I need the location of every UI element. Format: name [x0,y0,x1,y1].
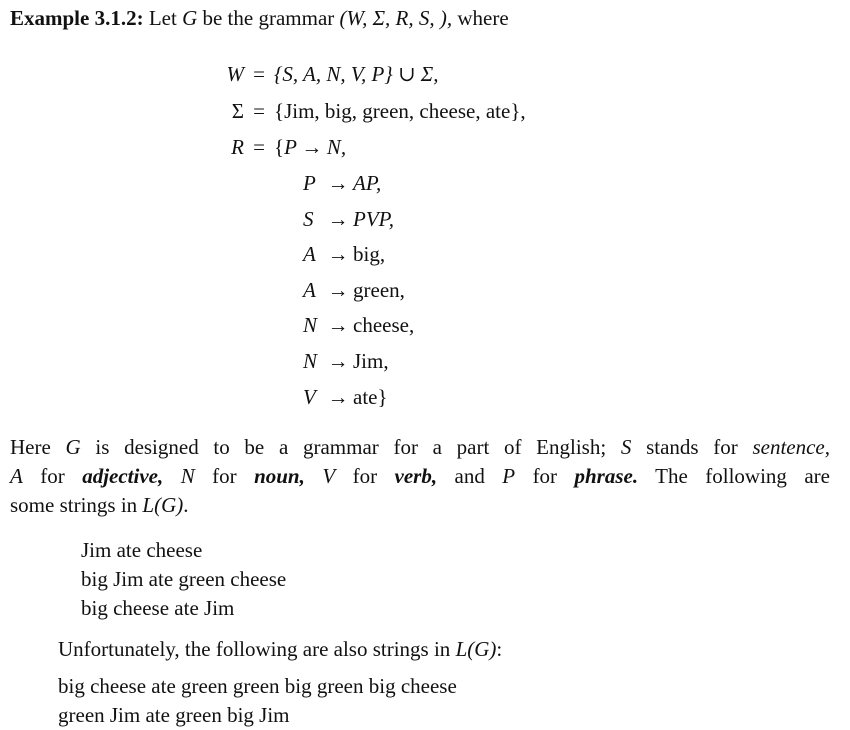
text-span: The following are [638,464,830,488]
rule-lhs: V [303,385,316,409]
paragraph-line [10,491,830,520]
definition-r [192,137,346,158]
symbol-a: A [10,464,23,488]
text-span: is designed to be a grammar for a part of English; [80,435,621,459]
arrow-icon: → [327,242,349,266]
intro-text-mid: be the grammar [197,6,340,30]
text-span: stands for [631,435,753,459]
rule-lhs: N [303,313,318,337]
term-phrase: phrase. [574,464,639,488]
arrow-icon: → [327,207,349,231]
text-span: Unfortunately, the following are also strings in [58,637,456,661]
text-span: . [183,493,189,517]
rule-row [303,173,381,194]
rule-rhs: ate} [353,385,388,409]
rule-rhs: N, [326,135,347,159]
rule-row [303,387,388,408]
rule-rhs: green, [353,278,405,302]
term-adjective: adjective, [82,464,164,488]
rule-rhs: cheese, [353,313,415,337]
rule-row [303,351,389,372]
equals-sign: = [253,99,265,123]
rule-lhs: A [303,278,316,302]
rule-rhs: big, [353,242,386,266]
definition-rhs: {Jim, big, green, cheese, ate}, [274,99,526,123]
term-verb: verb, [394,464,438,488]
text-span: some strings in [10,493,143,517]
paragraph-line [10,462,830,491]
arrow-icon: → [301,135,323,159]
definition-w [192,64,439,85]
unfortunately-sentence [58,639,502,660]
grammar-symbol: G [182,6,198,30]
rule-lhs: P [284,135,297,159]
definition-lhs: Σ [231,99,244,123]
unwanted-string: green Jim ate green big Jim [58,703,290,727]
rule-rhs: AP, [353,171,382,195]
rule-rhs: Jim, [353,349,389,373]
rule-lhs: A [303,242,316,266]
equals-sign: = [253,62,265,86]
language-symbol: L(G) [455,637,497,661]
text-span: for [515,464,575,488]
definition-lhs: W [226,62,244,86]
rule-row [303,315,414,336]
rule-row [303,280,405,301]
definition-rhs: {S, A, N, V, P} ∪ Σ, [274,62,439,86]
rule-lhs: N [303,349,318,373]
text-span: for [194,464,255,488]
arrow-icon: → [327,278,349,302]
symbol-p: P [502,464,516,488]
unwanted-string: big cheese ate green green big green big cheese [58,674,457,698]
symbol-n: N [163,464,195,488]
equals-sign: = [253,135,265,159]
definition-lhs: R [231,135,244,159]
explanation-paragraph [10,433,830,520]
example-string: big Jim ate green cheese [81,567,287,591]
example-string: big cheese ate Jim [81,596,235,620]
symbol-s: S [620,435,632,459]
text-span: : [496,637,503,661]
rule-row [303,209,394,230]
rule-lhs: S [303,207,314,231]
arrow-icon: → [327,385,349,409]
intro-text-end: where [452,6,509,30]
example-string: Jim ate cheese [81,538,203,562]
text-span: Here [10,435,66,459]
term-noun: noun, [254,464,305,488]
grammar-tuple: (W, Σ, R, S, ), [339,6,453,30]
symbol-v: V [304,464,336,488]
text-span: for [335,464,395,488]
arrow-icon: → [327,313,349,337]
grammar-symbol: G [65,435,81,459]
term-sentence: sentence, [752,435,830,459]
rule-lhs: P [303,171,316,195]
arrow-icon: → [327,171,349,195]
intro-text: Let [148,6,183,30]
example-heading [10,8,509,29]
paragraph-line [10,433,830,462]
text-span: for [22,464,83,488]
example-label: Example 3.1.2: [10,6,144,30]
definition-sigma [192,101,526,122]
language-symbol: L(G) [142,493,184,517]
set-open-brace: { [274,135,285,159]
rule-rhs: PVP, [353,207,395,231]
rule-row [303,244,385,265]
text-span: and [437,464,503,488]
arrow-icon: → [327,349,349,373]
